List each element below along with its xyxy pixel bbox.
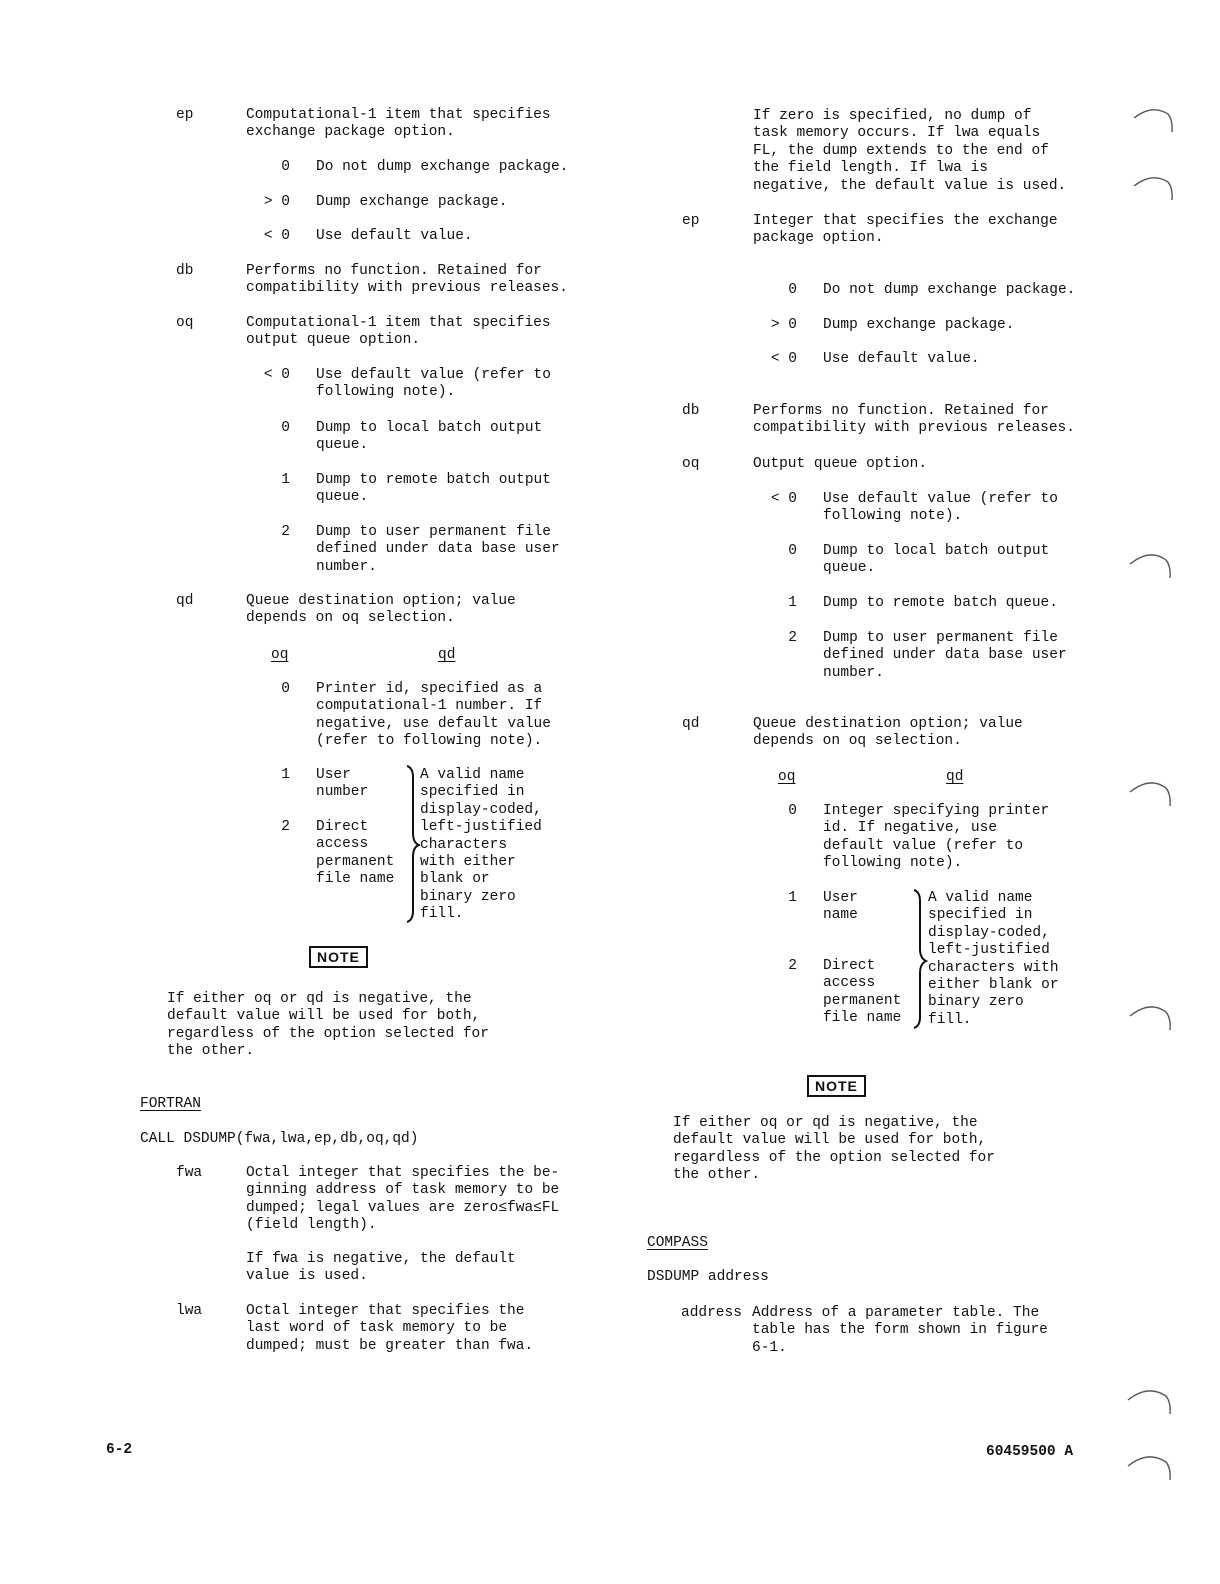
ep-option-text: Use default value. (316, 228, 473, 244)
oq-option-code: 2 (281, 524, 290, 540)
qd-option-text: Integer specifying printer id. If negative, use default value (refer to following note). (823, 803, 1050, 872)
ep-option-text: Do not dump exchange package. (823, 282, 1076, 298)
ep-description: Computational-1 item that specifies exchange package option. (246, 107, 551, 141)
oq-option-text: Dump to user permanent file defined under data base user number. (316, 524, 560, 575)
ep-option-text: Dump exchange package. (823, 317, 1015, 333)
qd-column-header-oq: oq (271, 647, 289, 663)
oq-option-code: 1 (281, 472, 290, 488)
oq-option-code: < 0 (263, 367, 290, 383)
oq-option-text: Dump to remote batch queue. (823, 595, 1058, 611)
right-brace-icon (908, 889, 928, 1029)
oq-option-text: Dump to local batch output queue. (316, 420, 543, 454)
ep-option-text: Dump exchange package. (316, 194, 508, 210)
note-label: NOTE (309, 946, 368, 968)
qd-description: Queue destination option; value depends on oq selection. (753, 716, 1023, 750)
qd-brace-description: A valid name specified in display-coded, left-justified characters with either blank or binary zero fill. (928, 890, 1059, 1028)
lwa-continuation: If zero is specified, no dump of task memory occurs. If lwa equals FL, the dump extends to the end of the field length. If lwa is negative, the default value is used. (753, 108, 1067, 194)
qd-brace-description: A valid name specified in display-coded, left-justified characters with either blank or binary zero fill. (420, 767, 542, 923)
note-text: If either oq or qd is negative, the default value will be used for both, regardless of the option selected for the other. (167, 991, 489, 1060)
ep-option-code: > 0 (263, 194, 290, 210)
ep-term: ep (176, 107, 194, 123)
oq-description: Computational-1 item that specifies output queue option. (246, 315, 551, 349)
lwa-term: lwa (176, 1303, 203, 1319)
binder-hole-icon (1132, 104, 1176, 134)
fortran-call-statement: CALL DSDUMP(fwa,lwa,ep,db,oq,qd) (140, 1131, 419, 1147)
oq-description: Output queue option. (753, 456, 928, 472)
address-term: address (681, 1305, 742, 1321)
qd-option-code: 0 (788, 803, 797, 819)
oq-option-text: Dump to user permanent file defined under data base user number. (823, 630, 1067, 681)
lwa-description: Octal integer that specifies the last word of task memory to be dumped; must be greater than fwa. (246, 1303, 534, 1354)
note-text: If either oq or qd is negative, the default value will be used for both, regardless of the option selected for the other. (673, 1115, 995, 1184)
binder-hole-icon (1128, 776, 1174, 808)
binder-hole-icon (1128, 548, 1174, 580)
oq-option-code: 0 (788, 543, 797, 559)
qd-option-code: 2 (281, 819, 290, 835)
qd-option-label: Direct access permanent file name (823, 958, 902, 1027)
oq-option-text: Dump to local batch output queue. (823, 543, 1050, 577)
oq-option-text: Use default value (refer to following note). (823, 491, 1058, 525)
address-description: Address of a parameter table. The table has the form shown in figure 6-1. (752, 1305, 1048, 1356)
ep-option-code: < 0 (770, 351, 797, 367)
qd-option-code: 1 (281, 767, 290, 783)
fwa-term: fwa (176, 1165, 203, 1181)
binder-hole-icon (1126, 1450, 1174, 1482)
db-term: db (682, 403, 700, 419)
qd-term: qd (176, 593, 194, 609)
qd-option-code: 0 (281, 681, 290, 697)
qd-column-header-qd: qd (438, 647, 456, 663)
ep-option-code: > 0 (770, 317, 797, 333)
db-term: db (176, 263, 194, 279)
qd-column-header-oq: oq (778, 769, 796, 785)
oq-option-code: 1 (788, 595, 797, 611)
db-description: Performs no function. Retained for compatibility with previous releases. (753, 403, 1075, 437)
qd-option-code: 2 (788, 958, 797, 974)
qd-option-label: User number (316, 767, 369, 801)
binder-hole-icon (1132, 172, 1176, 202)
ep-option-code: 0 (788, 282, 797, 298)
fwa-description-negative: If fwa is negative, the default value is used. (246, 1251, 516, 1285)
compass-call-statement: DSDUMP address (647, 1269, 769, 1285)
page-number: 6-2 (106, 1442, 133, 1458)
qd-option-text: Printer id, specified as a computational-1 number. If negative, use default value (refer to following note). (316, 681, 551, 750)
binder-hole-icon (1128, 1000, 1174, 1032)
note-label: NOTE (807, 1075, 866, 1097)
qd-column-header-qd: qd (946, 769, 964, 785)
qd-option-label: User name (823, 890, 858, 924)
qd-description: Queue destination option; value depends on oq selection. (246, 593, 516, 627)
qd-option-code: 1 (788, 890, 797, 906)
qd-option-label: Direct access permanent file name (316, 819, 395, 888)
db-description: Performs no function. Retained for compatibility with previous releases. (246, 263, 568, 297)
fortran-heading: FORTRAN (140, 1096, 201, 1112)
ep-option-text: Use default value. (823, 351, 980, 367)
ep-description: Integer that specifies the exchange package option. (753, 213, 1058, 247)
fwa-description: Octal integer that specifies the be- ginning address of task memory to be dumped; legal values are zero≤fwa≤FL (field length). (246, 1165, 560, 1234)
right-brace-icon (402, 765, 420, 923)
oq-option-text: Dump to remote batch output queue. (316, 472, 551, 506)
binder-hole-icon (1126, 1384, 1174, 1416)
oq-option-code: 2 (788, 630, 797, 646)
ep-term: ep (682, 213, 700, 229)
oq-option-code: 0 (281, 420, 290, 436)
oq-term: oq (682, 456, 700, 472)
document-number: 60459500 A (986, 1444, 1074, 1460)
compass-heading: COMPASS (647, 1235, 708, 1251)
ep-option-text: Do not dump exchange package. (316, 159, 569, 175)
oq-option-text: Use default value (refer to following note). (316, 367, 551, 401)
oq-option-code: < 0 (770, 491, 797, 507)
qd-term: qd (682, 716, 700, 732)
ep-option-code: 0 (281, 159, 290, 175)
ep-option-code: < 0 (263, 228, 290, 244)
oq-term: oq (176, 315, 194, 331)
